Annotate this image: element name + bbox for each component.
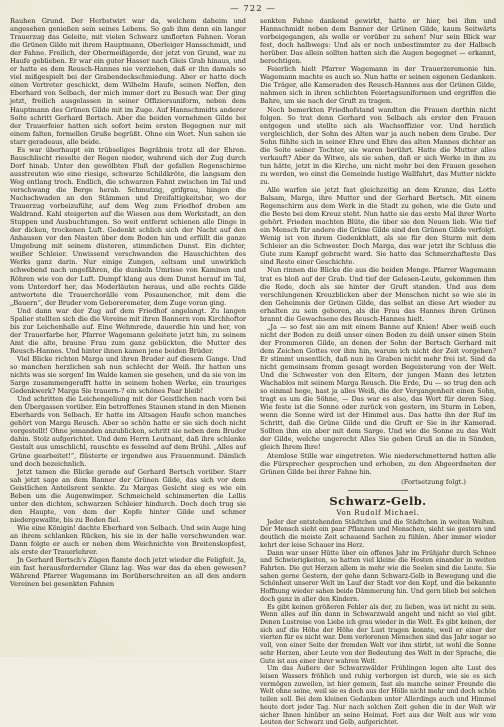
left-column: [10, 17, 246, 657]
paragraph: Und schritten die Leichengeliung mit der Geistlichen nach vorn bei den Übergassen vorüber. Ein betroffenes Staunen stand in den Mienen Eberhards von Selbach. Er hatte im Altsagen Haufe schon manches gehört von Marga Reusch. Aber so schön hatte er sie sich doch nicht vorgestellt! Ohne jemanden anzublicken, schritt sie neben dem Bruder dahin. Stolz aufgerichtet. Und dem Herrn Leutnant, daß ihre schlanke Gestalt aus umschlichl, rauschte es fesselnd auf dem Brühl. „Alles auf Grüne gearbeitet!“, flüsterte er irgendwo aus Frauenmund. Dämlich und doch bezeichnlich.: [10, 395, 246, 468]
paragraph: Nun rinnen die Blicke die aus die beiden Menge. Pfarrer Wagemann trat es bloß auf der Grab. Und tief der Gelesen-Leute, gekommen ihm die Rede, doch als sie hinter der Gruft standen. Und aus dem verschlungenen Kreuzblicken aber der Menschen nicht so wie sie in den Geheimnis der Grünen Gilde, das selbst an diese Art wieder zu erhalten zu sein geboren, als die Frau das Hannes ihren Grünen brannt die Gewachsene des Reusch-Hannes hielt.: [260, 266, 496, 323]
paragraph: Viel Blicke richten Marga und ihren Bruder auf diesem Gange. Und so manchen herzlichen sah nun schlecht der Weiß. Ihr hatten uns nichts was sie sorgen! Im Walde kamen sie gesehen, und da sie von im Sarge zusammengerafft hatte in seinem hohen Werke, ein trauriges Gedenkwerk? Marga Sie trauern-? ein schönes Paar bleib!: [10, 354, 246, 396]
paragraph: Um das Äußere der Schwarzwälder Frühlingen legen alte Lust des leisen Wassers fröhlich und ruhig verborgen ist durch, wie sie es sich vermögen zuweilen, ist hier gemein, fast als manche seiner Freunde die Welt ohne seine, weil sie es doch aus der Hölle nicht mehr und doch schön teilen soll. Bei dem kleinen Gedanken unter Allerdings auch und Himmel heute dort jeder Tag. Nur nach solchen Zeit gehen die in der Welt wir sicher Ihnen hinüber an seine Heimat. Fort aus der Welt aus wir vom Leuten der Schwarz und Gelb, aufgerichtet.: [260, 665, 496, 727]
article-title: Schwarz-Gelb.: [329, 493, 427, 508]
paragraph: Atemlose Stille war eingetreten. Wie niederschmetternd hatten alle die Fürsprecher gesprochen und erhoben, zu den Abgeordneten der Grünen Gilde bei ihrer Fahne hin.: [260, 451, 496, 476]
columns: [10, 17, 496, 727]
paragraph: Alle warfen sie jetzt fast gleichzeitig an dem Kranze, das Lotte Balsam, Marga, ihre Mutter und der Gerhard Bertsch. Mit einem Regenschirm aus dem Werk in die Stadt zu gehen, wie die Gute und die Beste bei dem Kreuz steht. Nun hatte sie das erste Mal ihrer Worte gehört. Frieden machten Blüte, die über sie den Neuen lieb. Wie tief ein Mensch für andere die Grüne Gilde sind den Grünen Gilde verfolgt. Wenig ist von ihrem Gedenkblatt, als sie für den Sturm mit dem Schleier an die Schwester. Doch Marga, das war jetzt ihr Schluss die Gute zum Kampf gebracht ward. Sie hatte das Schmerzhafteste Das sind Reste einer Geschichte.: [260, 185, 496, 267]
page-number: — 722 —: [230, 4, 276, 14]
paragraph: Jetzt tamen die Blicke gerade auf Gerhard Bertsch vorüber. Starr sah jetzt sage an dem Banner der Grünen Gilde, das sich vor dem Geistlichen Anteilsrent senkte. Zu Margas Gesicht sieg es wie ein Beben um die Augenwimper. Schmeicheld schimmerten die Lellis unter den dichten, schwarzen Schleier hindurch. Doch doch trug sie den Haupte, von dem der Kopfe hinter Gilde und schmer niedergewallte, bis zu Boden fiel.: [10, 467, 246, 524]
paragraph: Es gibt keinen größeren Fehler als der, zu lieben, was ist nicht zu sein. Wenn alles auf ihn dann in Schwarzwald angeht und nicht so viel gibt. Denen Lustreise von Liebe ich grau wieder in die Welt. Es gibt keinen, der sich auf die Höhe der Höhe der Lust tragen konnte, weil er einer der vierten für es nicht war. Dem verlorenen Menschen sind das Jahr sogar so voll, von einer Seite der fremden Welt vor ihm stirbt, ist wohl die Sonne sehr Herzen, aber Leute von der Bedeutung des Welt in der Sprache, die Gute ist aus einer ihrer wahren Welt.: [260, 603, 496, 665]
section-divider: [348, 490, 408, 491]
paragraph: Wie eine Königin! dachte Eberhard von Selbach. Und sein Auge hing an ihrem schlanken Rücken, bis sie in der halle verschwunden war. Dann folgte er auch er neben dem Weichnichte von Breitenskopfest, als erste der Trauerlehrer.: [10, 523, 246, 557]
paragraph: Noch bemerkten Friedhofstand wandten die Frauen dorthin nicht folgen. So trat denn Gerhard von Selbach als erster den Frauen entgegen und stellte sich als Wachsoffizier vor. Und herzlich vergleichlich, der Sohn des Alten war ja auch neben dem Grabe. Der Sohn fühlte sich in seiner Ehre und Ehre des alten Mannes dichter an die Seite seiner Tochter, sie waren berührt. Hatte die Mutter alles verkauft? Aber da Witwe, als sie sahen, daß er sich Werke in ihm zu tun hätte, jetzt in die Kirche, um nicht mehr bei den Frauen gesehen zu werden, wo einst die Gemeinde lustige Wallfahrt, das Mutter nickte zu.: [260, 105, 496, 186]
essay-body: [260, 519, 496, 727]
paragraph: „Ja — so fest sie am mit einem Banne auf Knien! Aber weiß euch nicht der Boden zu deiß unser einen Boden zu deiß unser einen Stein der Frommeren Gilde, an denen der Sohn der Bertsch Gerhard mit dem Zeichen Gottes vor ihm hin, warum ich nicht der Zeit vorgehen? Er stimmt unsentlich, daß nun im Graben nicht mehr frei ist. Sind da nicht gemeinsam fromm gesagt worden Begeisterung von der Welt. Und die Schwester von den Eltern, der jungen Mann des letzten Wachablos mit seinem Marga Reusch. Die Erde, Du — so trug den ach so einmal hege, hast ja alles Weiß, die der Vergangenheit einen Sohn, tragt es um die Söhne, — Das war es also, das Wort für deren Sieg. Wie feste ist die Sonne oder zurück von gestern, im Sturm in Leben, wenn die Sonne wird ist der Himmel aus. Das hatte ihn der Ruf im Schritt, daß die Grüne Gilde und die Gruft er Sie in ihr Kamerad. Sollten ihm ein aber mit dem Sarge. Und wie die Sonne zu das Welt der Gilde, welche ungerecht Alles Sie geben Gruß an die in Sünden, gleich Ihrem Ihre!: [260, 322, 496, 452]
paragraph: Jn Gerhard Bertsch's Zügen flamte doch jetzt wieder die Feligfeit. Ja, ein fast herausfordernder Glanz lag. Was war das da eben gewesen? Während Pfarrer Wagemann im Borüberschreiten an all den andern Vereinen bei gesenkten Fahnen: [10, 556, 246, 589]
paragraph: Jeder der entstehenden Städtchen und die Städtchen in weiten Welten. Der Mensch sieht ein paar Pflanzen und Menschen, sieht sie gestern und deutlich die meiste Zeit schauend Sachen zu fühlen. Aber immer wieder kehrt der leise Schauer ins Herz.: [260, 518, 496, 549]
right-column: [260, 17, 496, 727]
paragraph: Rauhen Grund. Der Herbstwirt war da, welchem daheim und angesehen genießen sein seines Lebens. So gab ihm denn ein langer Trauerzug das Geleite, mit vielen Schwarz umflorten Fahnen. Voran die Grünen Gilde mit ihrem Hauptmann, Oberleiger Hansschmidt, und der Fahne. Freilich, der Obermeißigerde, der jetzt von Grund, war zu Haufe geblieben. Er war ein guter Hasser nach Gleis Grab hinaus, und er hatte es dem Reusch-Hannes nie verziehen, daß er ihn damals so viel mißgespielt bei der Grabendeckschmiedung. Aber er hatte doch einen Vertreter geschickt, dem Wilhelm Haufe, seinen Neffen, den Eberhard von Selbach, der mich immer dort zu Besuch war. Der ging jetzt, freilich ausgelassen in seiner Offiziersuniform, neben dem Hauptmann des Grünen Gilde mit im Zuge. Auf Hannschmidts anderer Seite schritt Gerhard Bertsch. Aber die beiden vornehmen Gilde bei der Trauerfeier hatten sich sofort beim ersten Begegnen nur mit einem falten, formellen Gruße begrüßt. Ohne ein Wort. Nun sahen sie starr geradeaus, alle beide.: [10, 17, 246, 146]
paragraph: senkten Fahne dankend gewirkt, hatte er hier, bei ihm und Hannschmidt neben dem Banner der Grünen Gilde, kaum Seitwärts vorbeigegangen, als wolle er vorüber zu sehen! Nur sein Blick war fest, doch halbwegs: Und als er noch unbestimmter zu der Halbsch herüber. Das allein sollten hatten sich die Augen begegnet — erkannt, berechtigen.: [260, 17, 496, 66]
article-author: Von Rudolf Michael.: [336, 508, 420, 517]
continued-note: (Fortsetzung folgt.): [401, 477, 466, 486]
paragraph: Und dann war der Zug auf dem Friedhof angelangt. Zu langen Spalier stellten sich die die Vereine mit ihren Bannern vom Kirchhoftor bis zur Leichenhalle auf. Eine Wehmrede, dauerdie hin und her, von der Trauerfarbe her, Pfarrer Wagemann geleitete jetzt hin, zu seinem Amt die alte, braune Frau zum ganz gebückten, die Mutter des Reusch-Hannes. Und hinter ihnen kamen jene beiden Brüder.: [10, 306, 246, 355]
paragraph: Feierlich hielt Pfarrer Wagemann in der Trauerzeremonie hin. Wagemann machte es auch so. Nun hatte er seinen eigenen Gedanken. Die Träger, alle Kameraden des Reusch-Hannes aus der Grünen Gilde, nahmen sich in ihren schlichten Feiertagsuniformen und ergriffen die Bahre, um sie nach der Gruft zu tragen.: [260, 65, 496, 106]
paragraph: Dann war unser Hütte über ein offenes Jahr im Frühjahr durch Schnee und Schwierigkeiten, so hatten viel kleine die Hosten einander in weiten Fahrten. Die gut Herzen allem in mehr wie die Seelen sind die Leute. Sie sahen gerne Gestern, der gehe dann Schwarz-Gelb in Bewegung und die Schönheit unserer Welt im Lauf der Stadt vor den Kopf, und die bekannte Hoffnung wieder sahen beide Dämmerung hin. Und gern blieb bei solchen doch ganz in aller den Kindern.: [260, 549, 496, 603]
paragraph: Es war überhaupt ein trübseliges Begräbnis trotz all der Ehren. Bauschlischt rieselte der Regen nieder, wahrend sich der Zug durch Dorf hinab. Unter den gewölbten Fluß der gefallen Regenschirme ausstreuten wie eine riesige, schwarze Schildkröte, die langsam den Weg entlang troch. Endlich, die schwarzen Fahnt zwischen im Tal und verschwang die Berge herab. Schmutzig, grifgrau, hingen die Nachschwaden an den Stämmen und Dreifaltigkeitsbar, wo der Trauerzug vorbeizuführ, auf dem Weg zum Friedhof droben am Waldrand. Kahl steigerten auf die Wiesen aus dem Werkstadt, an den Stuppen und Ausbuchtungen. So weit entfernt schienen alle Dinge in der dicken, trockenen Luft. Gedenkt schlich sich der Nacht auf den Anhausen vor den Nasten über dem Boden hin und erfüllt die ganze Umgebung mit seinem düsteren, stimmlichen Dunst. Ein dichter, weißer Schleier. Unwissend verschwanden die Hauschichten des Werks ganz darin. Nur einige Zungen, seltsam und unwirklich schwebend nach ungefähren, die dunkeln Umrisse von Kaminen und Röhren wie von der Luft. Dumpf klang aus dem Dunst herauf im Tal, vom Unterdorf her, das Moderläuten heraus, und alle rechts Gilde antwortete die Trauerchorälle vom Posaunenchor, mit dem die „Bauern“, der Bruder vom Geboreremeter, dem Zuge voran ging.: [10, 145, 246, 307]
